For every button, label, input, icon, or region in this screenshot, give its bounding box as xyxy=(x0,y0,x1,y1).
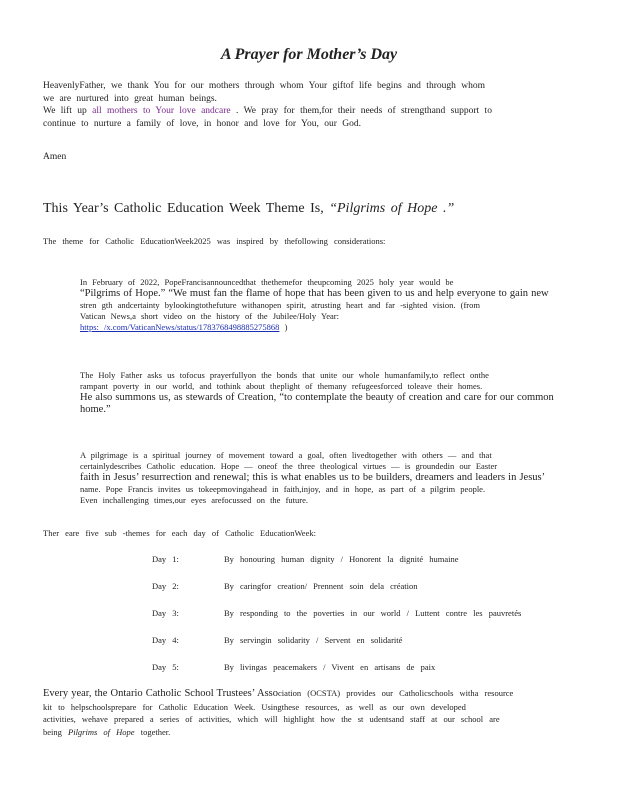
item-line: stren gth andcertainty bylookingtothefuture withanopen spirit, atrusting heart and far -sighted vision. (from xyxy=(80,300,480,310)
final-line: kit to helpschoolsprepare for Catholic Education Week. Usingthese resources, as well as our own developed xyxy=(43,701,466,712)
final-text: being xyxy=(43,726,69,737)
theme-intro: The theme for Catholic EducationWeek2025 was inspired by thefollowing considerations: xyxy=(43,236,386,246)
prayer-text: We lift up xyxy=(43,106,93,116)
item-line: In February of 2022, PopeFrancisannouncedthat thethemefor theupcoming 2025 holy year would be xyxy=(80,277,454,287)
item-line: The Holy Father asks us tofocus prayerfullyon the bonds that unite our whole humanfamily,to reflect onthe xyxy=(80,370,489,380)
theme-heading-text: This Year’s Catholic Education Week Theme Is, xyxy=(43,201,324,216)
list-item xyxy=(80,450,592,506)
final-line xyxy=(43,687,563,701)
item-line: He also summons us, as stewards of Creation, “to contemplate the beauty of creation and care for our common xyxy=(80,392,554,403)
day-text: By honouring human dignity / Honorent la dignité humaine xyxy=(224,554,459,564)
list-item xyxy=(80,370,592,416)
day-text: By livingas peacemakers / Vivent en artisans de paix xyxy=(224,662,436,672)
item-line: faith in Jesus’ resurrection and renewal; this is what enables us to be builders, dreamers and leaders in Jesus’ xyxy=(80,472,546,483)
day-text: By servingin solidarity / Servent en solidarité xyxy=(224,635,403,645)
day-text: By caringfor creation/ Prennent soin dela création xyxy=(224,581,418,591)
day-row xyxy=(152,608,521,618)
day-label: Day 5: xyxy=(152,662,179,672)
day-row xyxy=(152,635,402,645)
item-line: Vatican News,a short video on the history of the Jubilee/Holy Year: xyxy=(80,311,339,321)
list-item xyxy=(80,277,592,333)
page-title: A Prayer for Mother’s Day xyxy=(220,46,398,63)
item-line: “Pilgrims of Hope.” “We must fan the flame of hope that has been given to us and help everyone to gain new xyxy=(80,288,549,299)
final-line xyxy=(43,726,563,739)
prayer-line: we are nurtured into great human beings. xyxy=(43,93,217,104)
prayer-line: continue to nurture a family of love, in honor and love for You, our God. xyxy=(43,118,361,129)
item-line: name. Pope Francis invites us tokeepmovingahead in faith,injoy, and in hope, as part of a pilgrim people. xyxy=(80,484,486,494)
item-line: home.” xyxy=(80,404,111,415)
link-close: ) xyxy=(284,322,288,332)
day-label: Day 4: xyxy=(152,635,179,645)
final-italic: Pilgrims of Hope xyxy=(68,726,135,737)
day-row xyxy=(152,581,417,591)
amen-text: Amen xyxy=(43,152,67,162)
final-text: Every year, the Ontario Catholic School Trustees’ Asso xyxy=(43,688,279,699)
theme-heading xyxy=(43,201,454,217)
final-text: ciation (OCSTA) provides our Catholicschools witha resource xyxy=(278,688,514,698)
item-line xyxy=(80,322,592,333)
theme-name: “Pilgrims of Hope .” xyxy=(329,201,455,216)
final-paragraph xyxy=(43,687,563,738)
final-text: together. xyxy=(134,726,171,737)
final-line: activities, wehave prepared a series of activities, which will highlight how the st udentsand staff at our school are xyxy=(43,714,500,724)
prayer-line: HeavenlyFather, we thank You for our mothers through whom Your giftof life begins and through whom xyxy=(43,81,485,91)
day-label: Day 1: xyxy=(152,554,179,564)
prayer-line xyxy=(43,105,563,118)
prayer-text: . We pray for them,for their needs of strengthand support to xyxy=(230,106,492,116)
day-label: Day 2: xyxy=(152,581,179,591)
vatican-news-link[interactable]: https: /x.com/VaticanNews/status/1783768498885275868 xyxy=(80,322,280,332)
day-row xyxy=(152,554,459,564)
item-line: rampant poverty in our world, and tothink about theplight of themany refugeesforced toleave their homes. xyxy=(80,381,483,391)
item-line: A pilgrimage is a spiritual journey of movement toward a goal, often livedtogether with others — and that xyxy=(80,450,492,460)
prayer-paragraph xyxy=(43,80,563,130)
highlighted-text: all mothers to Your love andcare xyxy=(92,106,231,116)
item-line: certainlydescribes Catholic education. Hope — oneof the three theological virtues — is groundedin our Easter xyxy=(80,461,498,471)
item-line: Even inchallenging times,our eyes arefocussed on the future. xyxy=(80,495,309,505)
day-label: Day 3: xyxy=(152,608,179,618)
day-row xyxy=(152,662,435,672)
day-text: By responding to the poverties in our world / Luttent contre les pauvretés xyxy=(224,608,522,618)
subthemes-intro: Ther eare five sub -themes for each day of Catholic EducationWeek: xyxy=(43,528,316,538)
